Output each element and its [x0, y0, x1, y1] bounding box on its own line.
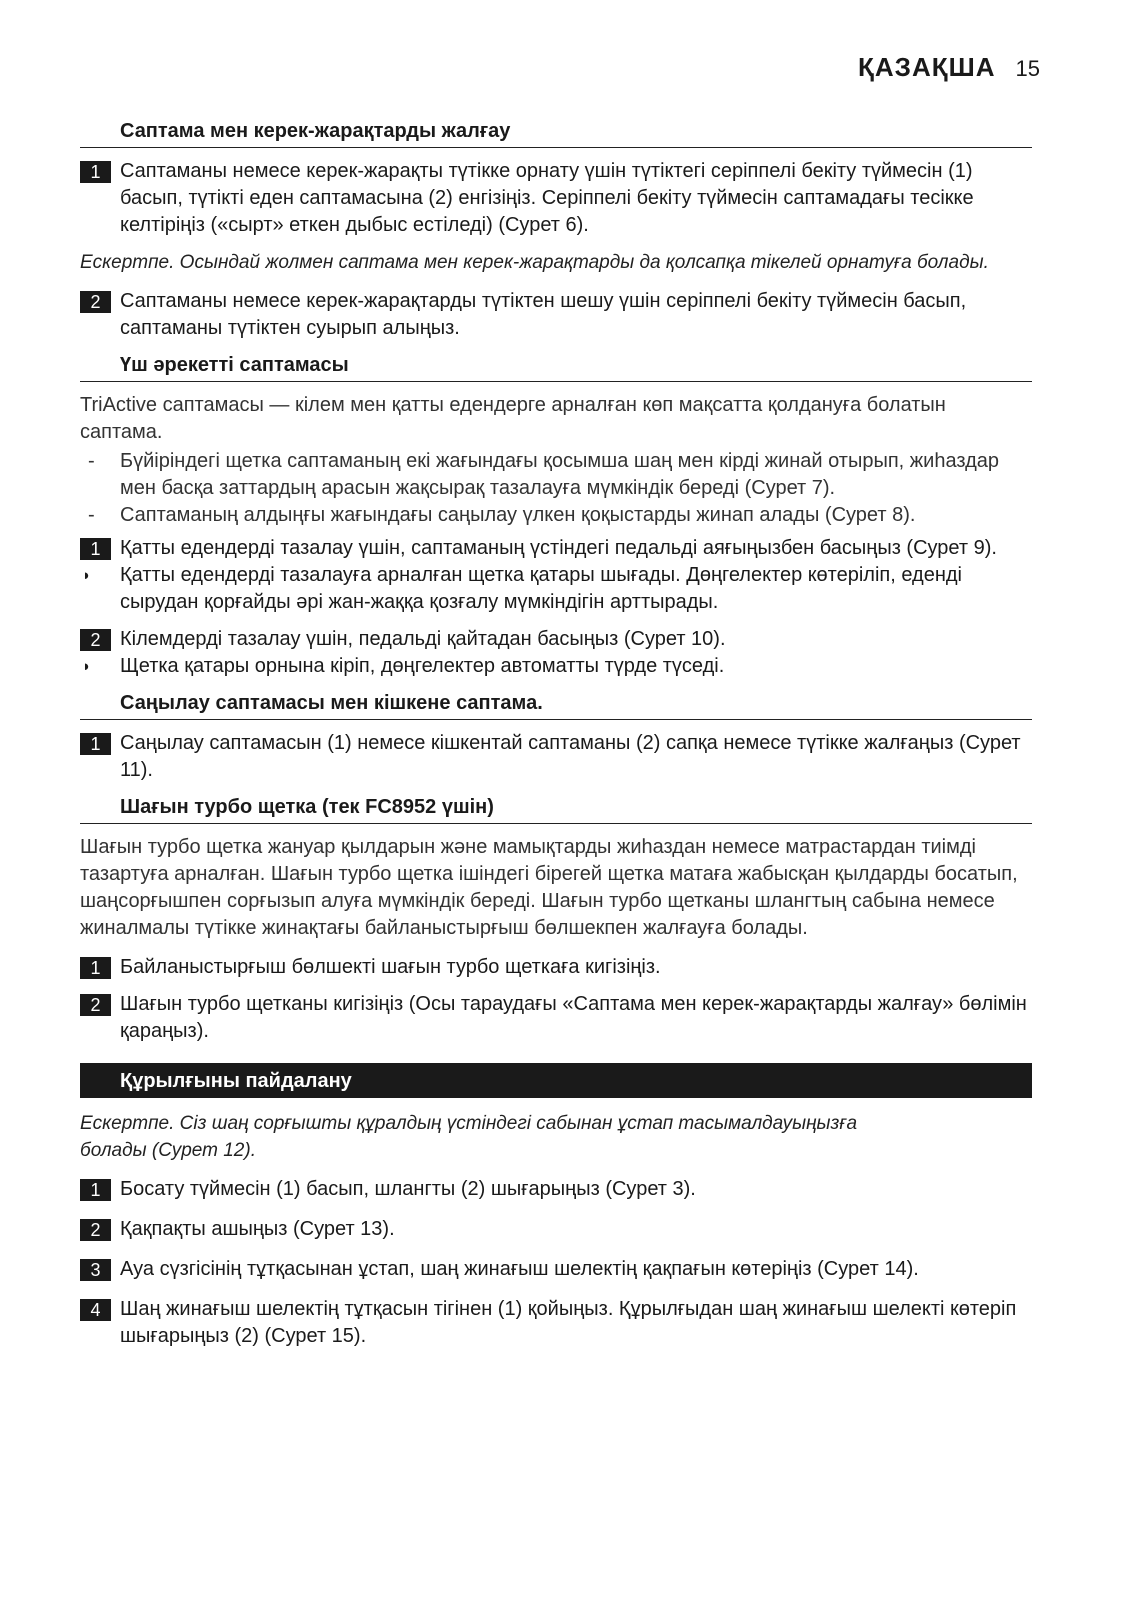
step-text: Байланыстырғыш бөлшекті шағын турбо щеткаға кигізіңіз.	[120, 956, 661, 978]
step-item	[80, 1296, 1032, 1350]
step-text: Ауа сүзгісінің тұтқасынан ұстап, шаң жинағыш шелектің қақпағын көтеріңіз (Сурет 14).	[120, 1258, 919, 1280]
result-arrow-icon: ◗	[82, 567, 92, 584]
step-item	[80, 1216, 1032, 1243]
dash-mark: -	[88, 504, 95, 526]
step-text: Босату түймесін (1) басып, шлангты (2) шығарыңыз (Сурет 3).	[120, 1178, 696, 1200]
result-arrow-icon: ◗	[82, 658, 92, 675]
result-text: Щетка қатары орнына кіріп, дөңгелектер автоматты түрде түседі.	[120, 655, 725, 677]
page-header	[858, 52, 1040, 83]
step-item	[80, 730, 1032, 784]
note-text: Ескертпе. Осындай жолмен саптама мен керек-жарақтарды да қолсапқа тікелей орнатуға болады.	[80, 252, 989, 273]
section-title-turbo-brush: Шағын турбо щетка (тек FC8952 үшін)	[80, 794, 1032, 824]
step-text: Саптаманы немесе керек-жарақтарды түтіктен шешу үшін серіппелі бекіту түймесін басып, саптаманы түтіктен суырып алыңыз.	[120, 290, 967, 339]
step-item	[80, 535, 1032, 562]
step-text: Кілемдерді тазалау үшін, педальді қайтадан басыңыз (Сурет 10).	[120, 628, 726, 650]
step-item	[80, 954, 1032, 981]
dash-item	[80, 448, 1032, 502]
dash-text: Бүйіріндегі щетка саптаманың екі жағындағы қосымша шаң мен кірді жинай отырып, жиһаздар мен басқа заттардың арасын жақсырақ тазалауға мүмкіндік береді (Сурет 7).	[120, 450, 999, 499]
chapter-title-using-appliance: Құрылғыны пайдалану	[80, 1063, 1032, 1098]
intro-paragraph: TriActive саптамасы — кілем мен қатты едендерге арналған көп мақсатта қолдануға болатын саптама.	[80, 394, 946, 443]
step-number: 3	[80, 1259, 111, 1281]
step-number: 2	[80, 629, 111, 651]
step-number: 2	[80, 291, 111, 313]
step-text: Шаң жинағыш шелектің тұтқасын тігінен (1) қойыңыз. Құрылғыдан шаң жинағыш шелекті көтеріп шығарыңыз (2) (Сурет 15).	[120, 1298, 1017, 1347]
section-title-attach: Саптама мен керек-жарақтарды жалғау	[80, 118, 1032, 148]
result-item	[80, 562, 1032, 616]
page-content	[80, 118, 1032, 1360]
step-item	[80, 1256, 1032, 1283]
note-text: Ескертпе. Сіз шаң сорғышты құралдың үстіндегі сабынан ұстап тасымалдауыңызға болады (Сурет 12).	[80, 1113, 858, 1161]
step-item	[80, 288, 1032, 342]
step-number: 1	[80, 538, 111, 560]
language-label: ҚАЗАҚША	[858, 52, 996, 82]
step-text: Қатты едендерді тазалау үшін, саптаманың үстіндегі педальді аяғыңызбен басыңыз (Сурет 9).	[120, 537, 997, 559]
section-title-crevice: Саңылау саптамасы мен кішкене саптама.	[80, 690, 1032, 720]
dash-text: Саптаманың алдыңғы жағындағы саңылау үлкен қоқыстарды жинап алады (Сурет 8).	[120, 504, 916, 526]
step-text: Саңылау саптамасын (1) немесе кішкентай саптаманы (2) сапқа немесе түтікке жалғаңыз (Сурет 11).	[120, 732, 1021, 781]
step-item	[80, 1176, 1032, 1203]
step-item	[80, 626, 1032, 653]
step-number: 1	[80, 957, 111, 979]
step-item	[80, 991, 1032, 1045]
intro-paragraph: Шағын турбо щетка жануар қылдарын және мамықтарды жиһаздан немесе матрастардан тиімді тазартуға арналған. Шағын турбо щетка ішіндегі бірегей щетка матаға жабысқан қылдарды босатып, шаңсорғышпен сорғызып алуға мүмкіндік береді. Шағын турбо щетканы шлангтың сабына немесе жиналмалы түтікке жинақтағы байланыстырғыш бөлшекпен жалғауға болады.	[80, 836, 1018, 939]
step-number: 1	[80, 161, 111, 183]
step-item	[80, 158, 1032, 239]
step-number: 2	[80, 1219, 111, 1241]
page-number: 15	[1015, 56, 1040, 81]
step-number: 1	[80, 1179, 111, 1201]
step-number: 1	[80, 733, 111, 755]
dash-mark: -	[88, 450, 95, 472]
step-text: Шағын турбо щетканы кигізіңіз (Осы тараудағы «Саптама мен керек-жарақтарды жалғау» бөлімін қараңыз).	[120, 993, 1027, 1042]
step-number: 2	[80, 994, 111, 1016]
section-title-triactive: Үш әрекетті саптамасы	[80, 352, 1032, 382]
step-text: Қақпақты ашыңыз (Сурет 13).	[120, 1218, 395, 1240]
result-text: Қатты едендерді тазалауға арналған щетка қатары шығады. Дөңгелектер көтеріліп, еденді сырудан қорғайды әрі жан-жаққа қозғалу мүмкіндігін арттырады.	[120, 564, 962, 613]
step-number: 4	[80, 1299, 111, 1321]
step-text: Саптаманы немесе керек-жарақты түтікке орнату үшін түтіктегі серіппелі бекіту түймесін (1) басып, түтікті еден саптамасына (2) енгізіңіз. Серіппелі бекіту түймесін саптамадағы тесікке келтіріңіз («сырт» еткен дыбыс естіледі) (Сурет 6).	[120, 160, 974, 236]
result-item	[80, 653, 1032, 680]
dash-item	[80, 502, 1032, 529]
